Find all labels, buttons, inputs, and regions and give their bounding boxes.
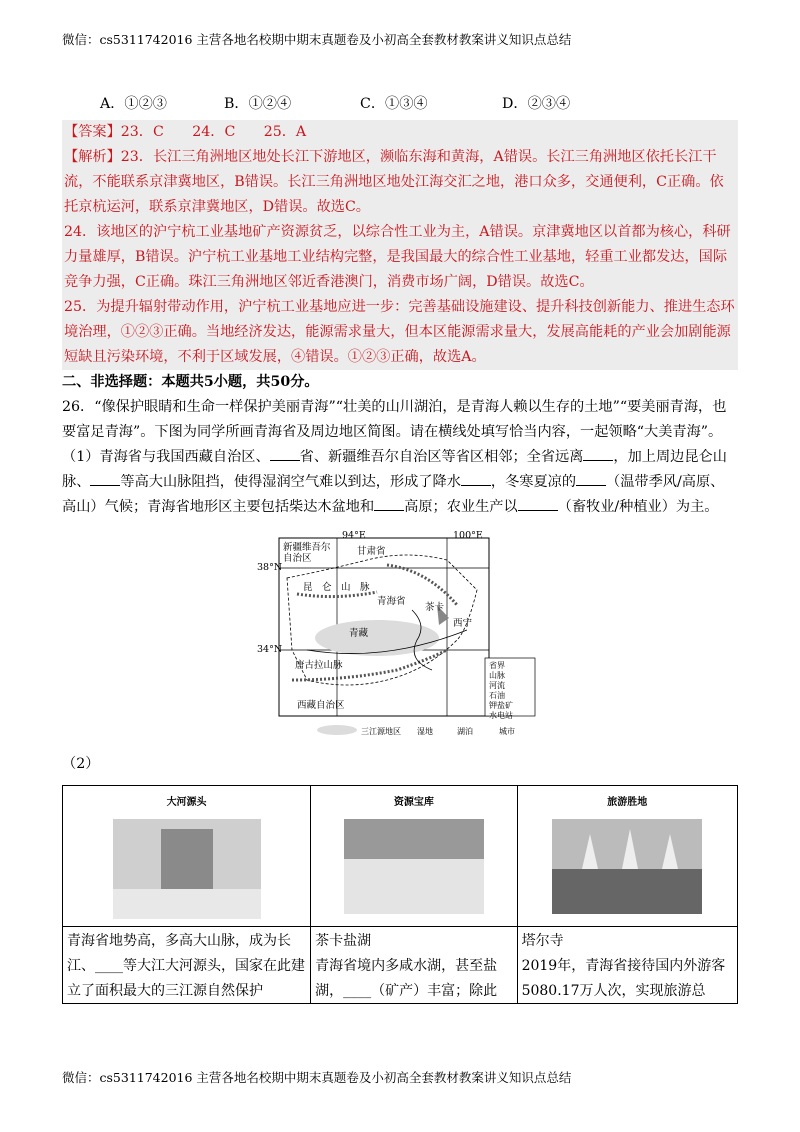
option-b: B．①②④: [224, 96, 292, 112]
blank-3[interactable]: [90, 485, 120, 486]
page-header: 微信：cs5311742016 主营各地名校期中期末真题卷及小初高全套教材教案讲义知识点总结: [62, 32, 572, 47]
option-c: C．①③④: [360, 96, 428, 112]
blank-4[interactable]: [461, 485, 491, 486]
q1-text-4: 等高大山脉阻挡，使得湿润空气难以到达，形成了降水: [120, 474, 461, 490]
q1-text-7: 高原；农业生产以: [404, 499, 518, 515]
temple-photo: [552, 819, 702, 914]
label-kunlun: 昆 仑 山 脉: [303, 582, 370, 593]
label-chaka: 茶卡: [425, 602, 445, 613]
table-text-row: [63, 927, 738, 1004]
label-qinghai: 青海省: [377, 596, 406, 607]
cell-tourism-text: [517, 927, 737, 1004]
analysis-24: 24．该地区的沪宁杭工业基地矿产资源贫乏，以综合性工业为主，A错误。京津冀地区以首都为核心，科研力量雄厚，B错误。沪宁杭工业基地工业结构完整，是我国最大的综合性工业基地，轻重工业都发达，国际竞争力强，C正确。珠江三角洲地区邻近香港澳门，消费市场广阔，D错误。故选C。: [64, 224, 731, 290]
answer-line: 【答案】23．C 24．C 25．A: [64, 124, 307, 140]
label-lat34: 34°N: [257, 644, 283, 655]
page-content: [62, 92, 738, 1004]
legend-river: 河流: [489, 681, 505, 690]
label-xizang: 西藏自治区: [297, 700, 345, 711]
legend-hydro: 水电站: [489, 711, 513, 720]
legend-wetland: 湿地: [417, 727, 433, 736]
cell-title-resource: 资源宝库: [393, 797, 434, 808]
answer-box: [62, 120, 738, 370]
legend-city: 城市: [499, 727, 515, 736]
section-title: 二、非选择题：本题共5小题，共50分。: [62, 374, 319, 390]
q1-text-6: （温带季风/高原、高山）气候；青海省地形区主要包括柴达木盆地和: [62, 474, 725, 515]
resource-text: 茶卡盐湖 青海省境内多咸水湖，甚至盐湖，____（矿产）丰富；除此: [315, 933, 498, 999]
label-lat38: 38°N: [257, 562, 283, 573]
legend-mountain: 山脉: [489, 671, 505, 680]
label-xinjiang: 新疆维吾尔 自治区: [283, 542, 331, 564]
legend-potash: 钾盐矿: [489, 701, 513, 710]
qinghai-map: [257, 530, 537, 742]
tourism-text: 塔尔寺 2019年，青海省接待国内外游客5080.17万人次，实现旅游总: [521, 933, 726, 999]
q1-text-8: （畜牧业/种植业）为主。: [557, 499, 719, 515]
blank-6[interactable]: [374, 510, 404, 511]
q1-text-1: （1）青海省与我国西藏自治区、: [62, 449, 270, 465]
cell-river-source: [63, 786, 311, 927]
option-d: D．②③④: [502, 96, 571, 112]
page-footer: 微信：cs5311742016 主营各地名校期中期末真题卷及小初高全套教材教案讲义知识点总结: [62, 1070, 572, 1085]
label-qingzang: 青藏: [349, 628, 369, 639]
cell-title-river-source: 大河源头: [166, 797, 207, 808]
blank-7[interactable]: [518, 510, 558, 511]
blank-2[interactable]: [583, 460, 613, 461]
info-table: [62, 785, 738, 1004]
label-lon94: 94°E: [342, 530, 366, 541]
blank-1[interactable]: [270, 460, 300, 461]
label-tanggula: 唐古拉山脉: [295, 660, 343, 671]
q1-text-5: ，冬寒夏凉的: [490, 474, 577, 490]
label-gansu: 甘肃省: [357, 546, 386, 557]
river-source-text: 青海省地势高，多高大山脉，成为长江、____等大江大河源头，国家在此建立了面积最大的三江源自然保护: [67, 933, 305, 999]
cell-tourism: [517, 786, 737, 927]
options-row: [72, 92, 738, 116]
question-26-intro: 26．“像保护眼睛和生命一样保护美丽青海”“壮美的山川湖泊，是青海人赖以生存的土地”“要美丽青海，也要富足青海”。下图为同学所画青海省及周边地区简图。请在横线处填写恰当内容，一起领略“大美青海”。: [62, 399, 727, 440]
salt-lake-photo: [344, 819, 484, 914]
q1-text-3: ，加上周边昆仑山脉、: [62, 449, 727, 490]
legend-border: 省界: [489, 661, 505, 670]
cell-resource-text: [311, 927, 517, 1004]
question-26-part2-label: （2）: [62, 756, 100, 772]
table-image-row: [63, 786, 738, 927]
legend-oil: 石油: [489, 691, 505, 700]
legend-sanjiangyuan: 三江源地区: [361, 727, 401, 736]
label-lon100: 100°E: [453, 530, 483, 541]
analysis-25: 25．为提升辐射带动作用，沪宁杭工业基地应进一步：完善基础设施建设、提升科技创新能力、推进生态环境治理，①②③正确。当地经济发达，能源需求量大，但本区能源需求量大，发展高能耗的产业会加剧能源短缺且污染环境，不利于区域发展，④错误。①②③正确，故选A。: [64, 299, 735, 365]
label-xining: 西宁: [453, 618, 473, 629]
cell-river-source-text: [63, 927, 311, 1004]
option-a: A．①②③: [100, 96, 167, 112]
cell-title-tourism: 旅游胜地: [607, 797, 648, 808]
q1-text-2: 省、新疆维吾尔自治区等省区相邻；全省远离: [299, 449, 584, 465]
question-26-part1: [62, 445, 738, 520]
river-source-photo: [113, 819, 261, 919]
legend-lake: 湖泊: [457, 727, 473, 736]
analysis-23: 【解析】23．长江三角洲地区地处长江下游地区，濒临东海和黄海，A错误。长江三角洲地区依托长江干流，不能联系京津冀地区，B错误。长江三角洲地区地处江海交汇之地，港口众多，交通便利，C正确。依托京杭运河，联系京津冀地区，D错误。故选C。: [64, 149, 724, 215]
blank-5[interactable]: [576, 485, 606, 486]
cell-resource: [311, 786, 517, 927]
